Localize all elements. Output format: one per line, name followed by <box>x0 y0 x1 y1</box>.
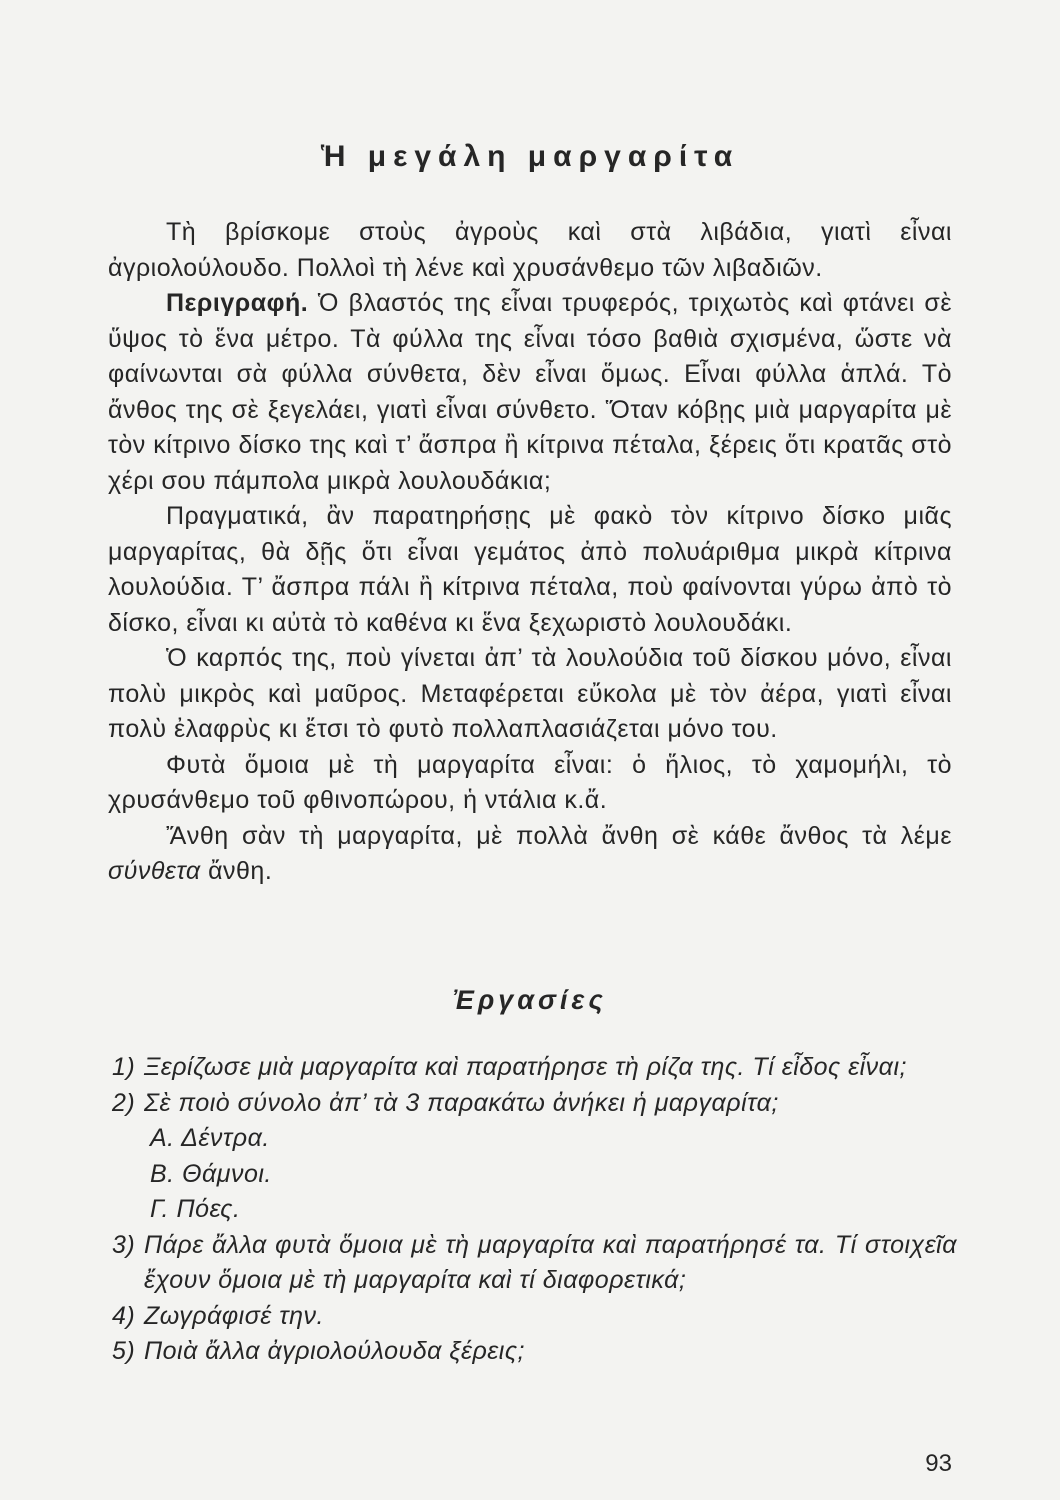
composite-text-start: Ἄνθη σὰν τὴ μαργαρίτα, μὲ πολλὰ ἄνθη σὲ κάθε ἄνθος τὰ λέμε <box>166 821 952 850</box>
paragraph-description <box>108 286 952 499</box>
exercise-item <box>112 1050 957 1086</box>
exercise-text: Ξερίζωσε μιὰ μαργαρίτα καὶ παρατήρησε τὴ ρίζα της. Τί εἶδος εἶναι; <box>144 1053 907 1081</box>
exercise-options <box>144 1121 957 1228</box>
exercise-list <box>112 1050 957 1370</box>
exercise-text: Ζωγράφισέ την. <box>144 1301 324 1330</box>
description-text: Ὁ βλαστός της εἶναι τρυφερός, τριχωτὸς καὶ φτάνει σὲ ὕψος τὸ ἕνα μέτρο. Τὰ φύλλα της εἶναι τόσο βαθιὰ σχισμένα, ὥστε νὰ φαίνωνται σὰ φύλλα σύνθετα, δὲν εἶναι ὅμως. Εἶναι φύλλα ἁπλά. Τὸ ἄνθος της σὲ ξεγελάει, γιατὶ εἶναι σύνθετο. Ὅταν κόβῃς μιὰ μαργαρίτα μὲ τὸν κίτρινο δίσκο της καὶ τ’ ἄσπρα ἢ κίτρινα πέταλα, ξέρεις ὅτι κρατᾶς στὸ χέρι σου πάμπολα μικρὰ λουλουδάκια; <box>108 289 952 495</box>
exercises-heading: Ἐργασίες <box>453 985 607 1015</box>
option-item: Α. Δέντρα. <box>150 1124 270 1152</box>
exercise-number: 3) <box>112 1230 136 1259</box>
composite-emphasis: σύνθετα <box>108 857 201 885</box>
paragraph-similar-plants: Φυτὰ ὅμοια μὲ τὴ μαργαρίτα εἶναι: ὁ ἥλιος, τὸ χαμομήλι, τὸ χρυσάνθεμο τοῦ φθινοπώρου, ἡ ντάλια κ.ἄ. <box>108 750 952 814</box>
exercise-item <box>112 1228 957 1299</box>
page-number: 93 <box>925 1450 952 1477</box>
paragraph-intro: Τὴ βρίσκομε στοὺς ἀγροὺς καὶ στὰ λιβάδια, γιατὶ εἶναι ἀγριολούλουδο. Πολλοὶ τὴ λένε καὶ χρυσάνθεμο τῶν λιβαδιῶν. <box>108 218 952 282</box>
exercise-number: 2) <box>112 1088 136 1117</box>
paragraph-fruit: Ὁ καρπός της, ποὺ γίνεται ἀπ’ τὰ λουλούδια τοῦ δίσκου μόνο, εἶναι πολὺ μικρὸς καὶ μαῦρος. Μεταφέρεται εὔκολα μὲ τὸν ἀέρα, γιατὶ εἶναι πολὺ ἐλαφρὺς κι ἔτσι τὸ φυτὸ πολλαπλασιάζεται μόνο του. <box>108 644 952 743</box>
description-lead: Περιγραφή. <box>166 289 309 317</box>
exercise-item <box>112 1334 957 1370</box>
exercise-body <box>144 1086 957 1228</box>
exercise-number: 4) <box>112 1301 136 1330</box>
exercise-text: Σὲ ποιὸ σύνολο ἀπ’ τὰ 3 παρακάτω ἀνήκει ἡ μαργαρίτα; <box>144 1088 779 1117</box>
paragraph-observation: Πραγματικά, ἂν παρατηρήσῃς μὲ φακὸ τὸν κίτρινο δίσκο μιᾶς μαργαρίτας, θὰ δῇς ὅτι εἶναι γεμάτος ἀπὸ πολυάριθμα μικρὰ κίτρινα λουλούδια. Τ’ ἄσπρα πάλι ἢ κίτρινα πέταλα, ποὺ φαίνονται γύρω ἀπὸ τὸ δίσκο, εἶναι κι αὐτὰ τὸ καθένα κι ἕνα ξεχωριστὸ λουλουδάκι. <box>108 502 952 637</box>
exercise-number: 1) <box>112 1053 136 1081</box>
composite-text-end: ἄνθη. <box>200 857 273 885</box>
page-title: Ἡ μεγάλη μαργαρίτα <box>320 140 740 173</box>
exercise-item <box>112 1299 957 1335</box>
article-body <box>108 215 952 890</box>
exercise-text: Ποιὰ ἄλλα ἀγριολούλουδα ξέρεις; <box>144 1337 525 1365</box>
exercise-number: 5) <box>112 1337 136 1365</box>
option-item: Β. Θάμνοι. <box>150 1159 272 1188</box>
exercise-text: Πάρε ἄλλα φυτὰ ὅμοια μὲ τὴ μαργαρίτα καὶ παρατήρησέ τα. Τί στοιχεῖα ἔχουν ὅμοια μὲ τὴ μαργαρίτα καὶ τί διαφορετικά; <box>144 1230 957 1294</box>
option-item: Γ. Πόες. <box>150 1195 241 1223</box>
exercise-item <box>112 1086 957 1228</box>
paragraph-composite <box>108 819 952 890</box>
